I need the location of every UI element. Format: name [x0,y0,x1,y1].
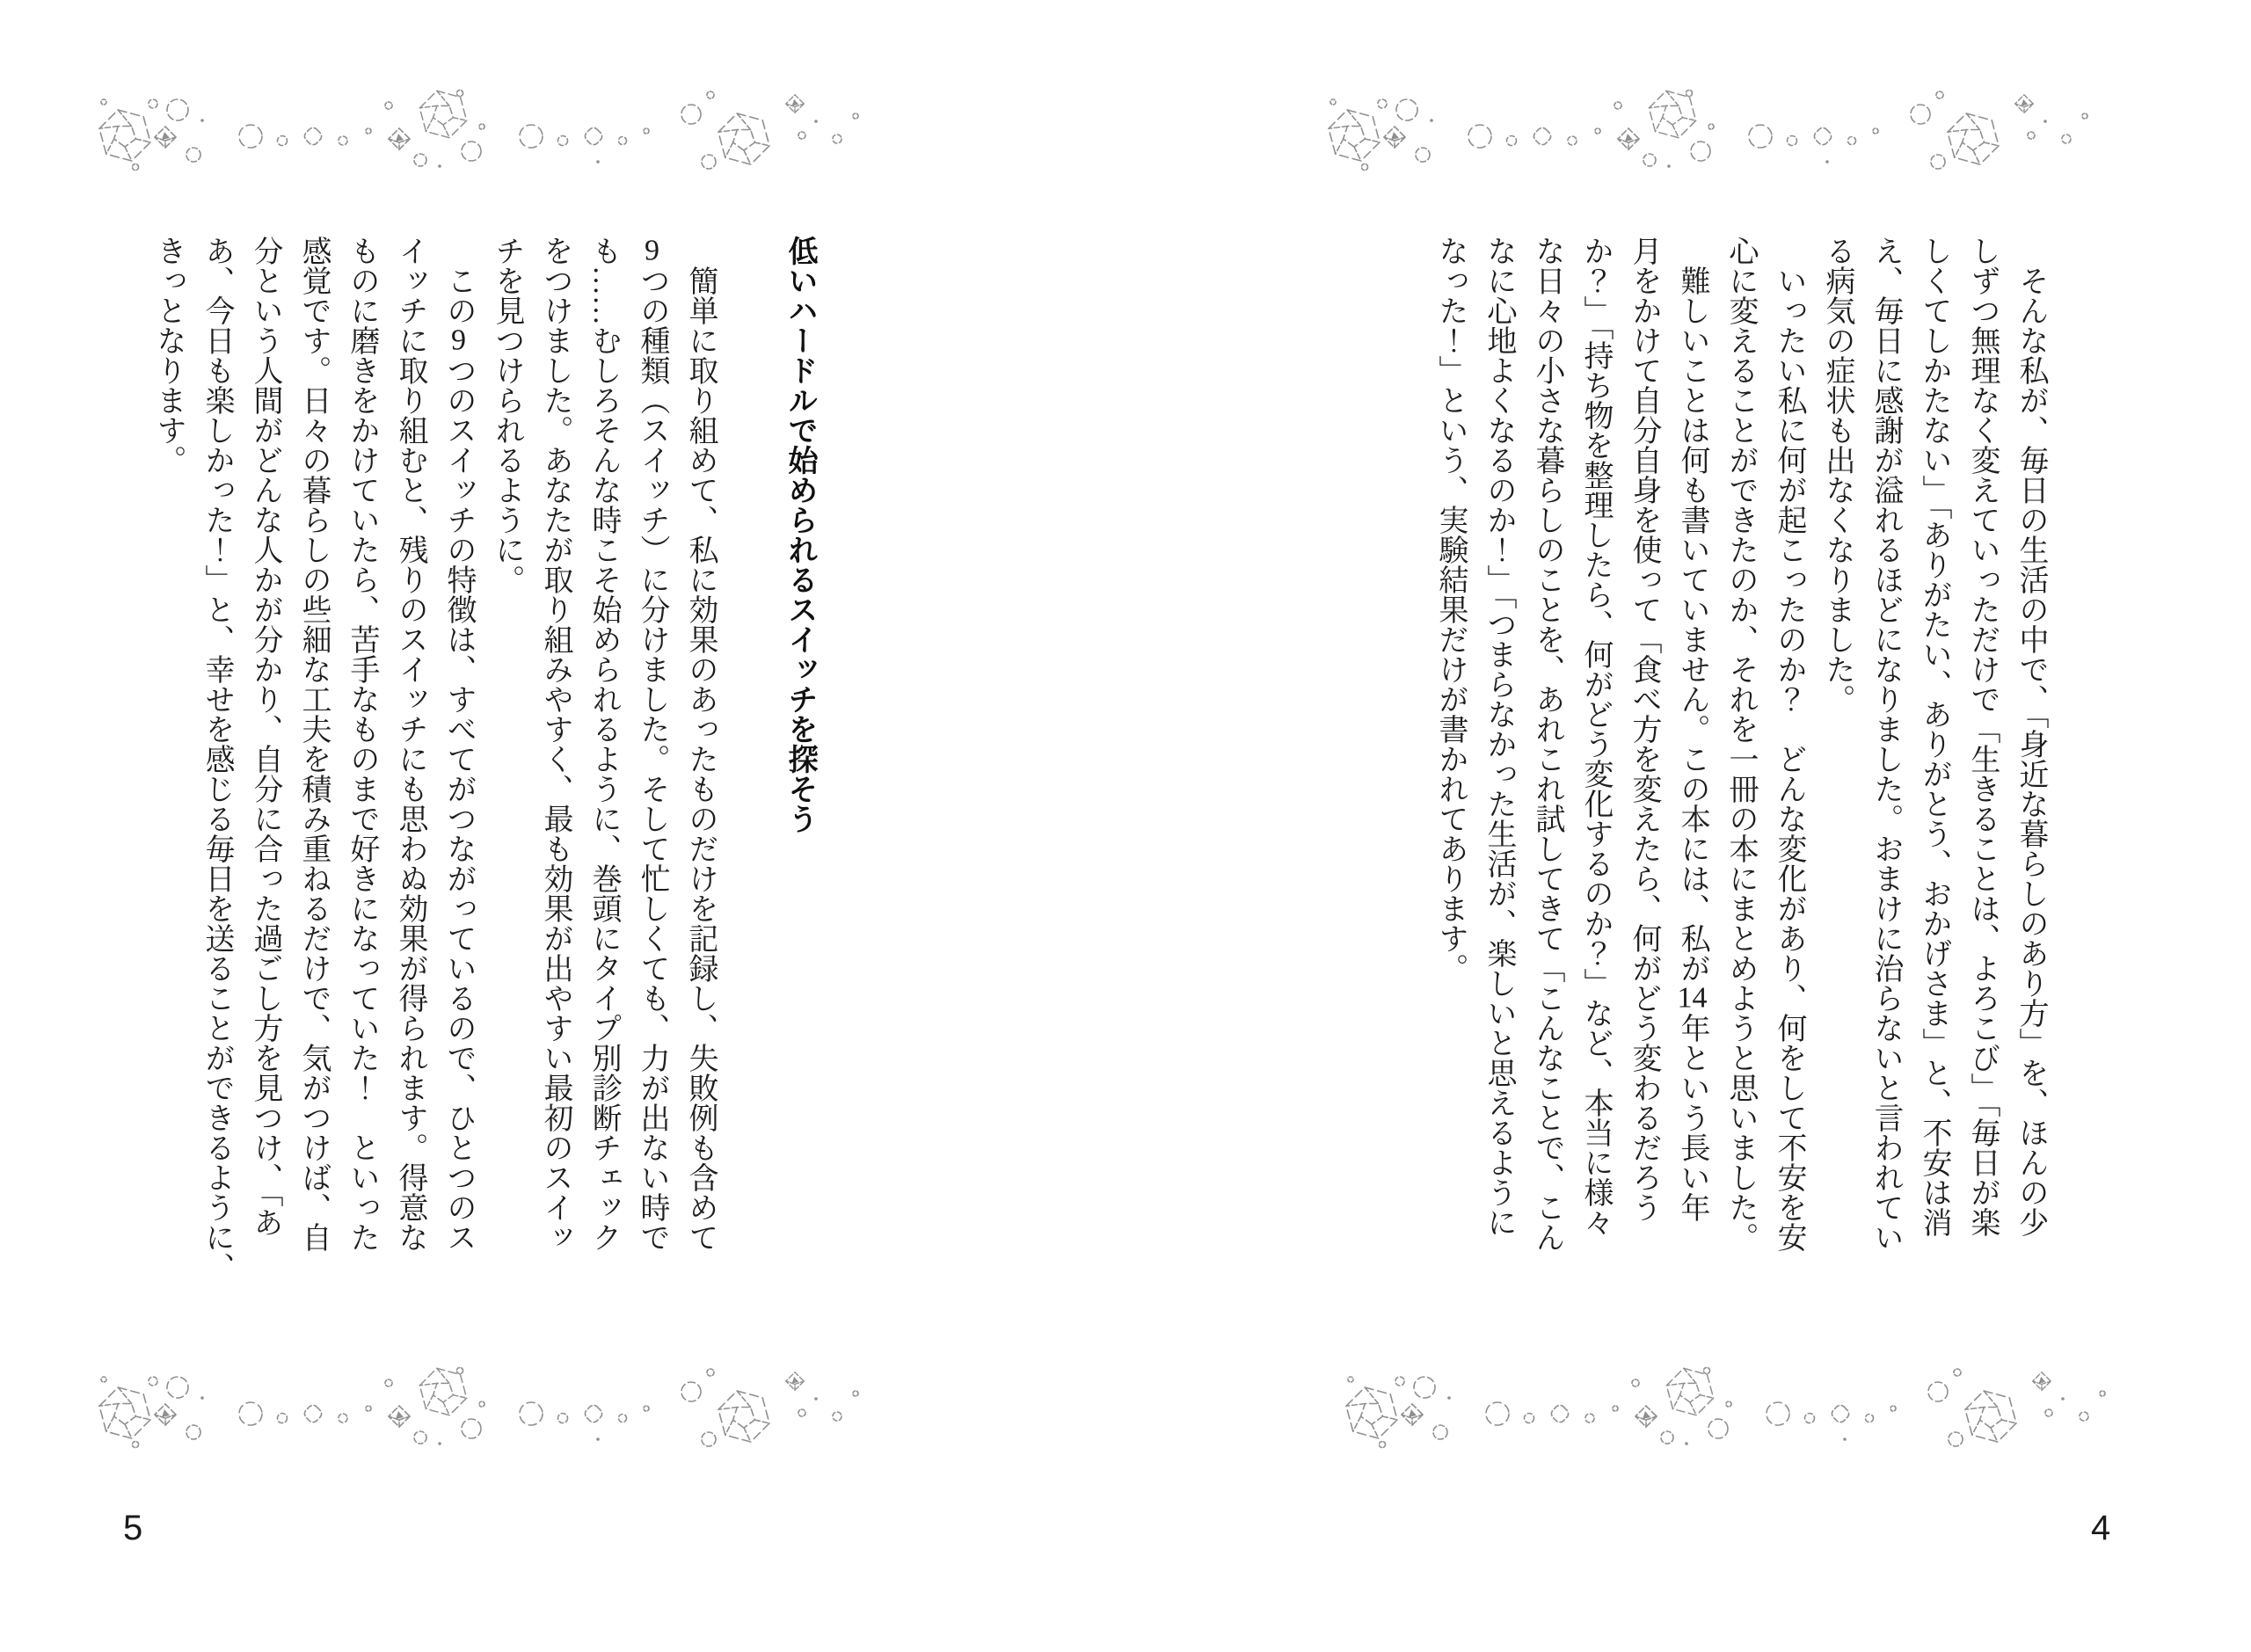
text-column: しくてしかたない」「ありがたい、ありがとう、おかげさま」と、不安は消 [1918,236,1950,1237]
text-column: きっとなります。 [152,236,185,475]
text-column: 月をかけて自分自身を使って「食べ方を変えたら、何がどう変わるだろう [1628,236,1660,1222]
divider-ornament-icon [1317,1358,2109,1455]
text-column: あ、今日も楽しかった！」と、幸せを感じる毎日を送ることができるように、 [200,236,233,1282]
text-column: しずつ無理なく変えていっただけで「生きることは、よろこび」「毎日が楽 [1966,236,1999,1237]
divider-ornament-icon [70,1358,862,1455]
text-column: イッチに取り組むと、残りのスイッチにも思わぬ効果が得られます。得意な [394,236,426,1252]
divider-ornament-icon [70,81,862,178]
text-column: チを見つけられるように。 [491,236,523,594]
page-number-left: 5 [123,1509,143,1547]
text-column: る病気の症状も出なくなりました。 [1821,236,1854,714]
text-column: いったい私に何が起こったのか？ どんな変化があり、何をして不安を安 [1773,236,1805,1252]
text-column: 9つの種類（スイッチ）に分けました。そして忙しくても、力が出ない時で [636,236,668,1252]
text-column: も……むしろそんな時こそ始められるように、巻頭にタイプ別診断チェック [587,236,620,1252]
text-column: 簡単に取り組めて、私に効果のあったものだけを記録し、失敗例も含めて [684,236,717,1252]
text-column: そんな私が、毎日の生活の中で、「身近な暮らしのあり方」を、ほんの少 [2014,236,2047,1237]
page-number-right: 4 [2091,1509,2111,1547]
text-column: をつけました。あなたが取り組みやすく、最も効果が出やすい最初のスイッ [539,236,572,1252]
text-column: か？」「持ち物を整理したら、何がどう変化するのか？」など、本当に様々 [1579,236,1612,1237]
text-column: 分という人間がどんな人かが分かり、自分に合った過ごし方を見つけ、「あ [249,236,281,1237]
text-column: なに心地よくなるのか！」「つまらなかった生活が、楽しいと思えるように [1482,236,1515,1237]
divider-ornament-icon [1300,81,2091,178]
vertical-text-block-right [1426,236,2055,1264]
text-column: 感覚です。日々の暮らしの些細な工夫を積み重ねるだけで、気がつけば、自 [297,236,330,1252]
vertical-text-block-left [144,236,856,1282]
text-column: 難しいことは何も書いていません。この本には、私が14年という長い年 [1676,236,1708,1222]
text-column: え、毎日に感謝が溢れるほどになりました。おまけに治らないと言われてい [1869,236,1902,1252]
section-heading: 低いハードルで始められるスイッチを探そう [783,236,817,833]
text-column: ものに磨きをかけていたら、苦手なものまで好きになっていた！ といった [346,236,378,1252]
text-column: 心に変えることができたのか、それを一冊の本にまとめようと思いました。 [1724,236,1757,1252]
text-column: この9つのスイッチの特徴は、すべてがつながっているので、ひとつのス [442,236,475,1252]
text-column: な日々の小さな暮らしのことを、あれこれ試してきて「こんなことで、こん [1531,236,1563,1252]
text-column: なった！」という、実験結果だけが書かれてあります。 [1434,236,1467,983]
